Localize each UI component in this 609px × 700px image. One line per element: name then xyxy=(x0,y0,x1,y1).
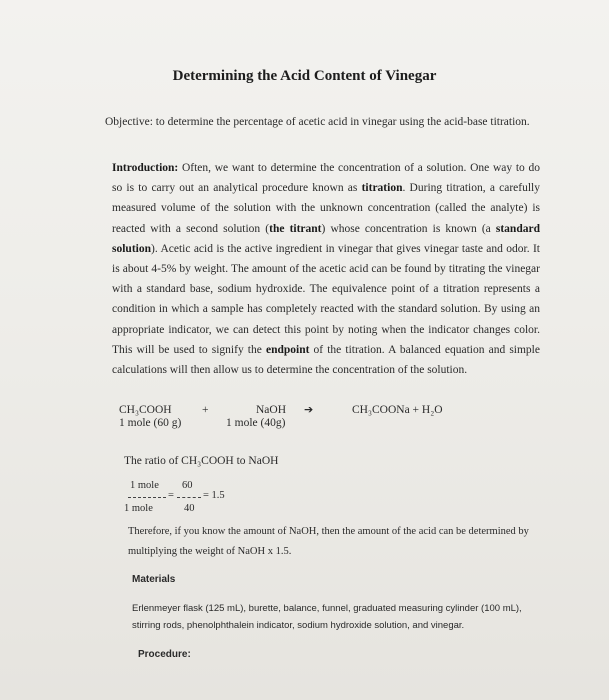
intro-text-2: . During titration, a carefully measured volume of the solution with the unknown concentration (called the analyte) is reacted with a second solution ( xyxy=(112,182,540,235)
fraction-bar-right xyxy=(177,497,201,498)
reactant-1-formula: CH₃COOH xyxy=(119,404,172,416)
equation-products: CH₃COONa + H₂O xyxy=(352,404,443,416)
objective-text: Objective: to determine the percentage of acetic acid in vinegar using the acid-base titration. xyxy=(105,116,530,128)
fraction-bar-left xyxy=(128,497,166,498)
intro-text-5: of the titration. A balanced equation and simple calculations will then allow us to determine the concentration of the solution. xyxy=(112,343,540,377)
ratio-bottom-left: 1 mole xyxy=(124,503,153,514)
term-endpoint: endpoint xyxy=(265,343,310,356)
therefore-text: Therefore, if you know the amount of NaOH, then the amount of the acid can be determined by multiplying the weight of NaOH x 1.5. xyxy=(128,526,529,557)
introduction-paragraph xyxy=(112,158,540,380)
reactant-1-mass: 1 mole (60 g) xyxy=(119,417,182,429)
intro-text-3: ) whose concentration is known (a xyxy=(321,222,496,235)
ratio-top-right: 60 xyxy=(182,480,193,491)
materials-heading: Materials xyxy=(132,574,176,585)
equation-reactant-1 xyxy=(119,404,181,430)
ratio-result: = 1.5 xyxy=(203,490,225,501)
term-titration: titration xyxy=(361,182,403,195)
term-titrant: the titrant xyxy=(269,222,322,235)
term-standard-solution: standard solution xyxy=(112,222,540,255)
reactant-2-mass: 1 mole (40g) xyxy=(226,417,286,429)
ratio-top-left: 1 mole xyxy=(130,480,159,491)
ratio-title: The ratio of CH₃COOH to NaOH xyxy=(124,455,279,467)
materials-list: Erlenmeyer flask (125 mL), burette, balance, funnel, graduated measuring cylinder (100 mL), stirring rods, phenolphthalein indicator, sodium hydroxide solution, and vinegar. xyxy=(132,603,522,631)
reaction-arrow-icon: ➔ xyxy=(304,403,314,416)
intro-text-4: ). Acetic acid is the active ingredient in vinegar that gives vinegar taste and odor. It is about 4-5% by weight. The amount of the acetic acid can be found by titrating the vinegar with a standard base, sodium hydroxide. The equivalence point of a titration represents a condition in which a sample has completely reacted with the standard solution. By using an appropriate indicator, we can detect this point by noting when the indicator changes color. This will be used to signify the xyxy=(112,242,540,356)
ratio-equals: = xyxy=(168,490,174,501)
page-title: Determining the Acid Content of Vinegar xyxy=(172,68,437,84)
reactant-2-formula: NaOH xyxy=(256,404,287,416)
intro-label: Introduction: xyxy=(112,162,179,174)
equation-plus: + xyxy=(202,404,209,416)
equation-reactant-2 xyxy=(226,404,286,430)
intro-text-1: Often, we want to determine the concentration of a solution. One way to do so is to carry out an analytical procedure known as xyxy=(112,162,540,195)
procedure-heading: Procedure: xyxy=(138,649,191,660)
ratio-bottom-right: 40 xyxy=(184,503,195,514)
